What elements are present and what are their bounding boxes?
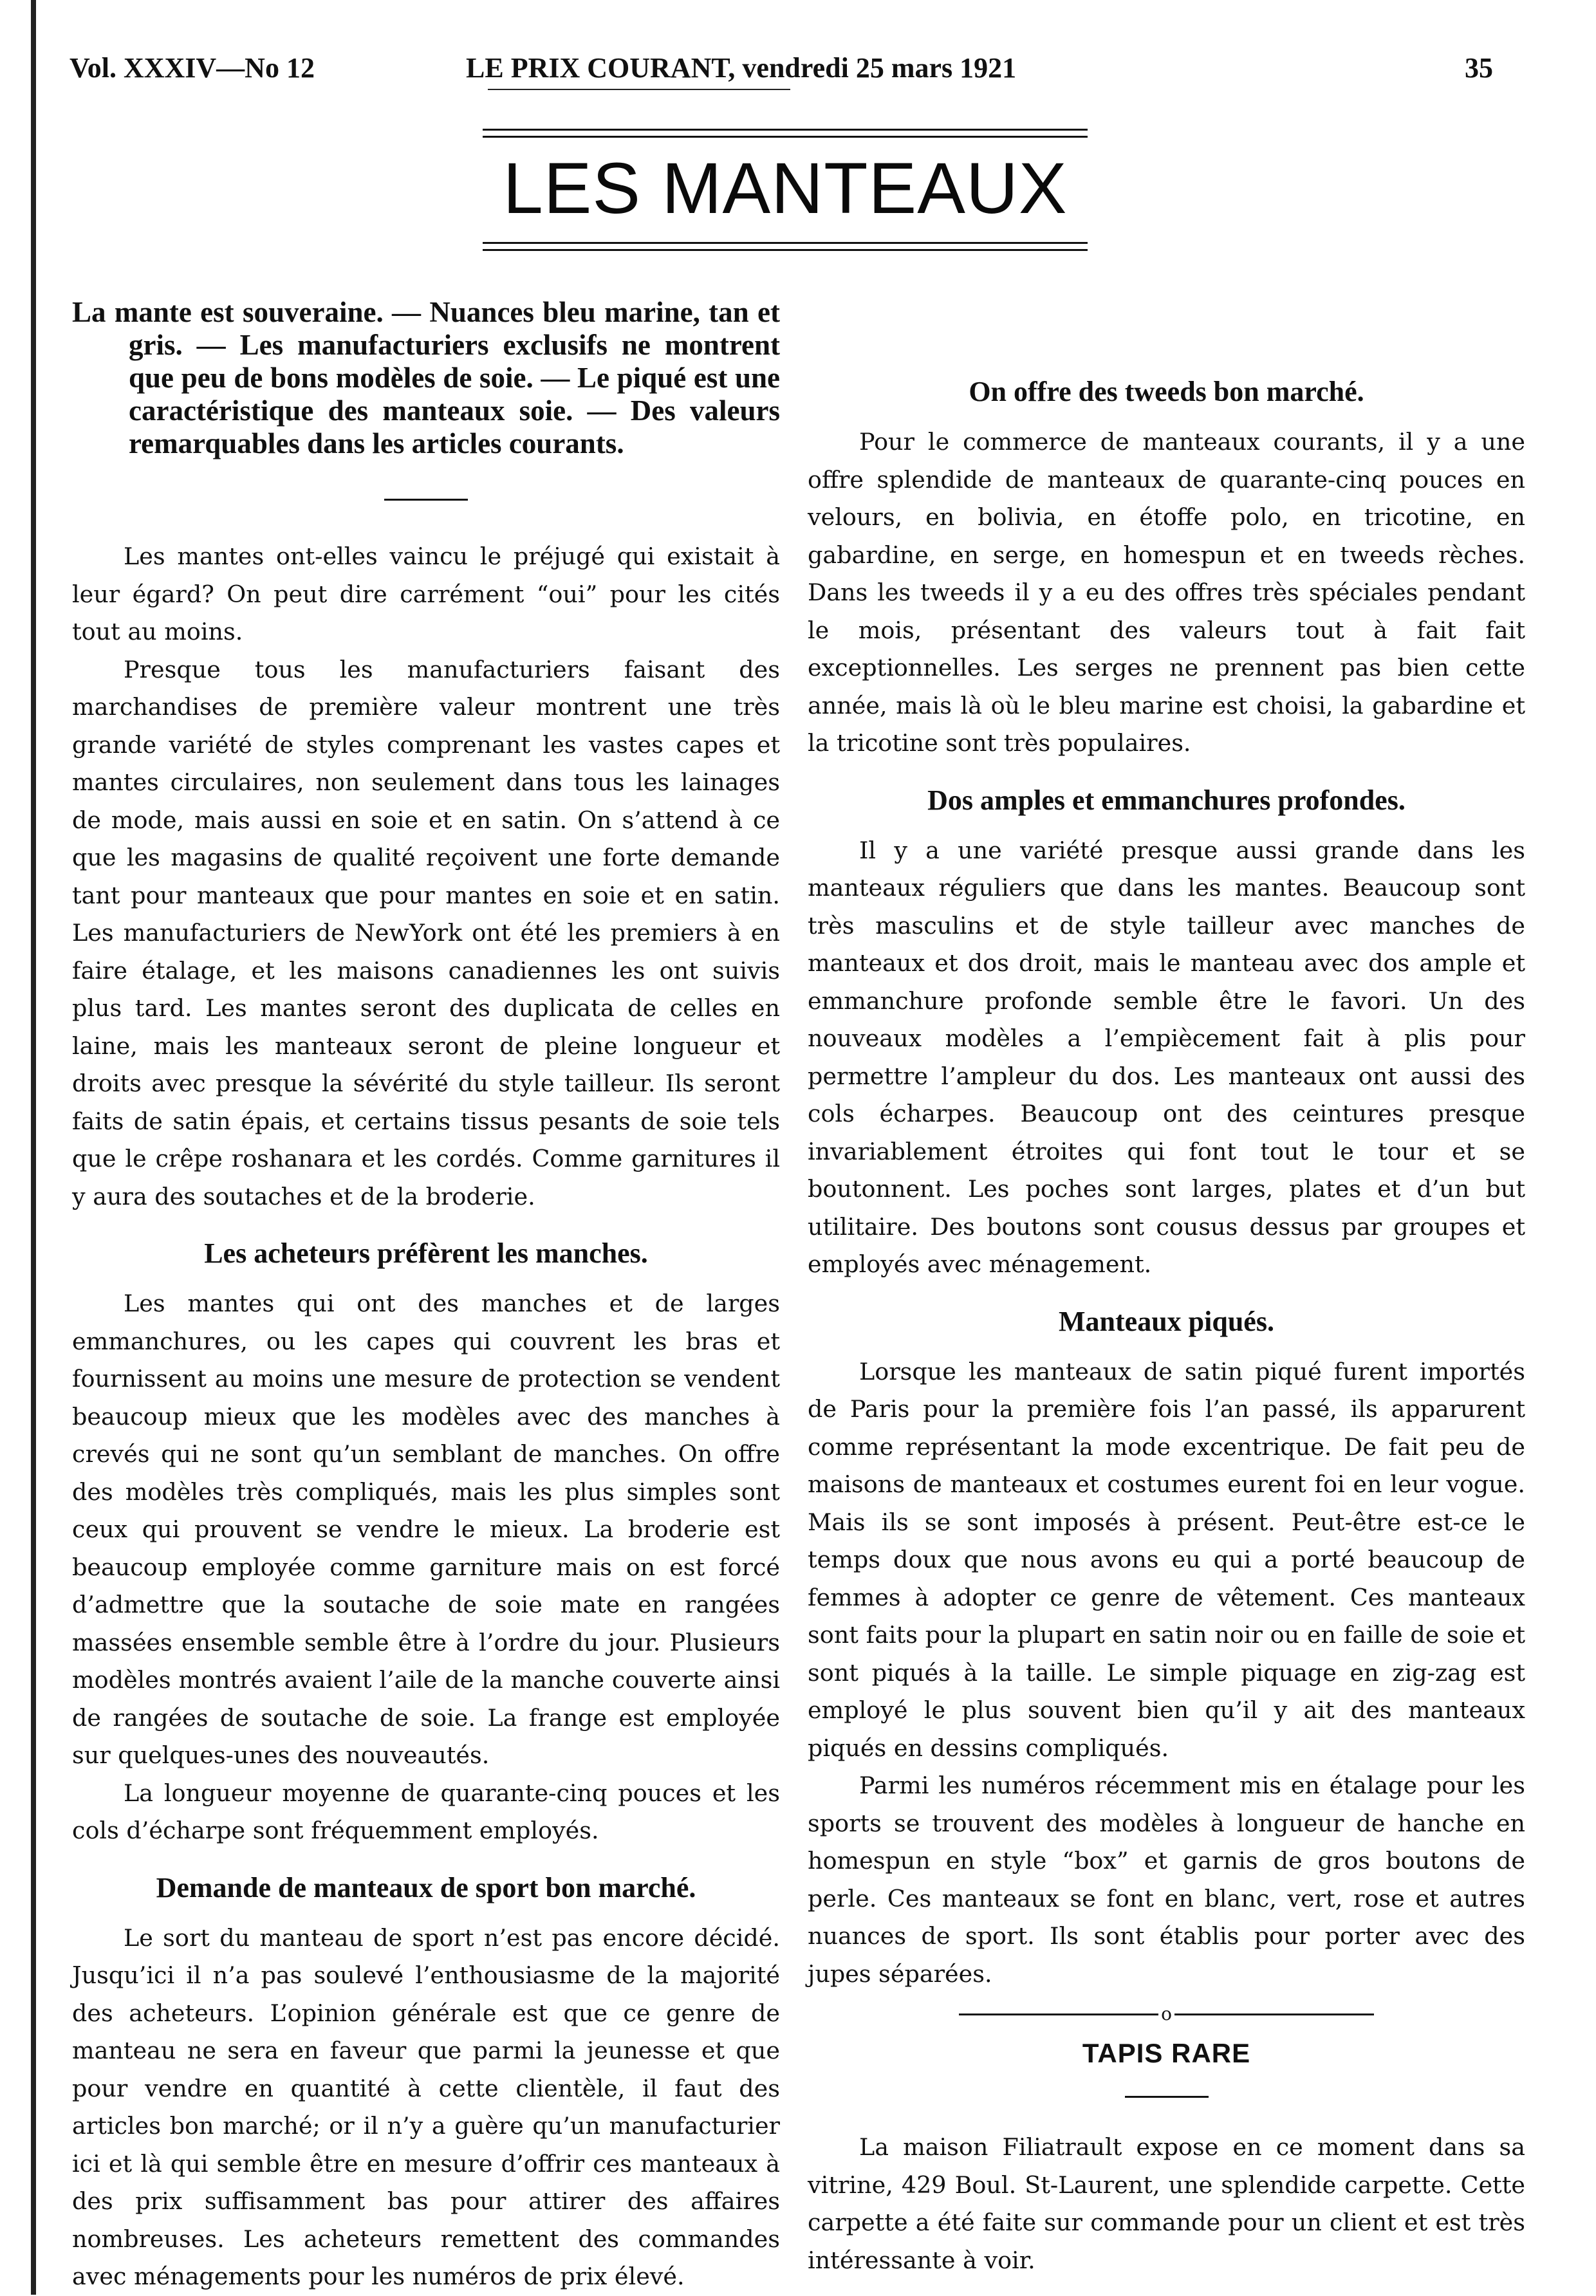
- paragraph: Le sort du manteau de sport n’est pas encore décidé. Jusqu’ici il n’a pas soulevé l’enthousiasme de la majorité des acheteurs. L’opinion générale est que ce genre de manteau ne sera en faveur que parmi la jeunesse et que pour vendre en quantité à cette clientèle, il faut des articles bon marché; or il n’y a guère qu’un manufacturier ici et là qui semble être en mesure d’offrir ces manteaux à des prix suffisamment bas pour attirer des affaires nombreuses. Les acheteurs remettent des commandes avec ménagements pour les numéros de prix élevé.: [72, 1923, 780, 2290]
- header-rule: [488, 89, 790, 90]
- paragraph: Lorsque les manteaux de satin piqué furent importés de Paris pour la première fois l’an passé, ils apparurent comme représentant la mode excentrique. De fait peu de maisons de manteaux et costumes eurent foi en leur vogue. Mais ils se sont imposés à présent. Peut-être est-ce le temps doux que nous avons eu qui a porté beaucoup de femmes à adopter ce genre de vêtement. Ces manteaux sont faits pour la plupart en satin noir ou en faille de soie et sont piqués à la taille. Le simple piquage en zig-zag est employé le plus souvent bien qu’il y ait des manteaux piqués en dessins compliqués.: [808, 1357, 1525, 1762]
- right-column: [808, 296, 1525, 2279]
- left-column: [72, 296, 780, 2296]
- page-number: 35: [1465, 52, 1493, 84]
- section-heading: Manteaux piqués.: [1059, 1305, 1274, 1337]
- separator-line: [959, 2014, 1158, 2015]
- page-header: [70, 45, 1493, 90]
- section-heading: Les acheteurs préfèrent les manches.: [204, 1237, 648, 1269]
- paragraph: Presque tous les manufacturiers faisant des marchandises de première valeur montrent une très grande variété de styles comprenant les vastes capes et mantes circulaires, non seulement dans tous les lainages de mode, mais aussi en soie et en satin. On s’attend à ce que les magasins de qualité reçoivent une forte demande tant pour manteaux que pour mantes en soie et en satin. Les manufacturiers de NewYork ont été les premiers à en faire étalage, et les maisons canadiennes les ont suivis plus tard. Les mantes seront des duplicata de celles en laine, mais les manteaux seront de pleine longueur et droits avec presque la sévérité du style tailleur. Ils seront faits de satin épais, et certains tissus pesants de soie tels que le crêpe roshanara et les cordés. Comme garnitures il y aura des soutaches et de la broderie.: [72, 655, 780, 1210]
- paragraph: La longueur moyenne de quarante-cinq pouces et les cols d’écharpe sont fréquemment employés.: [72, 1779, 780, 1844]
- paragraph: Les mantes qui ont des manches et de larges emmanchures, ou les capes qui couvrent les bras et fournissent au moins une mesure de protection se vendent beaucoup mieux que les modèles avec des manches à crevés qui ne sont qu’un semblant de manches. On offre des modèles très compliqués, mais les plus simples sont ceux qui prouvent se vendre le mieux. La broderie est beaucoup employée comme garniture mais on est forcé d’admettre que la soutache de soie mate en rangées massées ensemble semble être à l’ordre du jour. Plusieurs modèles montrés avaient l’aile de la manche couverte ainsi de rangées de soutache de soie. La frange est employée sur quelques-unes des nouveautés.: [72, 1290, 780, 1769]
- title-double-rule-bottom: [483, 242, 1088, 251]
- paragraph: Parmi les numéros récemment mis en étalage pour les sports se trouvent des modèles à longueur de hanche en homespun en style “box” et garnis de gros boutons de perle. Ces manteaux se font en blanc, vert, rose et autres nuances de sport. Ils sont établis pour porter avec des jupes séparées.: [808, 1772, 1525, 1988]
- section-heading: On offre des tweeds bon marché.: [969, 376, 1364, 407]
- paragraph: Pour le commerce de manteaux courants, il y a une offre splendide de manteaux de quarante-cinq pouces en velours, en bolivia, en étoffe polo, en tricotine, en gabardine, en serge, en homespun et en tweeds rèches. Dans les tweeds il y a eu des offres très spéciales pendant le mois, présentant des valeurs tout à fait fait exceptionnelles. Les serges ne prennent pas bien cette année, mais là où le bleu marine est choisi, la gabardine et la tricotine sont très populaires.: [808, 428, 1525, 757]
- title-double-rule-top: [483, 129, 1088, 138]
- section-heading: Dos amples et emmanchures profondes.: [927, 784, 1406, 816]
- paragraph: Les mantes ont-elles vaincu le préjugé qui existait à leur égard? On peut dire carrément “oui” pour les cités tout au moins.: [72, 542, 780, 645]
- article-title: LES MANTEAUX: [503, 148, 1068, 228]
- paragraph: Il y a une variété presque aussi grande dans les manteaux réguliers que dans les mantes. Beaucoup sont très masculins et de style tailleur avec manches de manteaux et dos droit, mais le manteau avec dos ample et emmanchure profonde semble être le favori. Un des nouveaux modèles a l’empiècement fait à plis pour permettre l’ampleur du dos. Les manteaux ont aussi des cols écharpes. Beaucoup ont des ceintures presque invariablement étroites qui font tout le tour et se boutonnent. Les poches sont larges, plates et d’un but utilitaire. Des boutons sont cousus dessus par groupes et employés avec ménagement.: [808, 836, 1525, 1278]
- publication-title-date: LE PRIX COURANT, vendredi 25 mars 1921: [466, 52, 1017, 84]
- separator-ornament: o: [1161, 2003, 1172, 2024]
- article-title-block: [483, 129, 1088, 251]
- section-heading: Demande de manteaux de sport bon marché.: [156, 1871, 696, 1903]
- page-binding-edge: [31, 0, 36, 2295]
- section-separator: [808, 2004, 1525, 2024]
- tapis-title: TAPIS RARE: [1082, 2038, 1251, 2068]
- summary-divider: [384, 499, 468, 501]
- article-summary: La mante est souveraine. — Nuances bleu marine, tan et gris. — Les manufacturiers exclusifs ne montrent que peu de bons modèles de soie. — Le piqué est une caractéristique des manteaux soie. — Des valeurs remarquables dans les articles courants.: [72, 296, 780, 459]
- volume-number: Vol. XXXIV—No 12: [70, 52, 315, 84]
- paragraph: La maison Filiatrault expose en ce moment dans sa vitrine, 429 Boul. St-Laurent, une splendide carpette. Cette carpette a été faite sur commande pour un client et est très intéressante à voir.: [808, 2133, 1525, 2274]
- tapis-divider: [1125, 2096, 1209, 2098]
- separator-line: [1174, 2014, 1374, 2015]
